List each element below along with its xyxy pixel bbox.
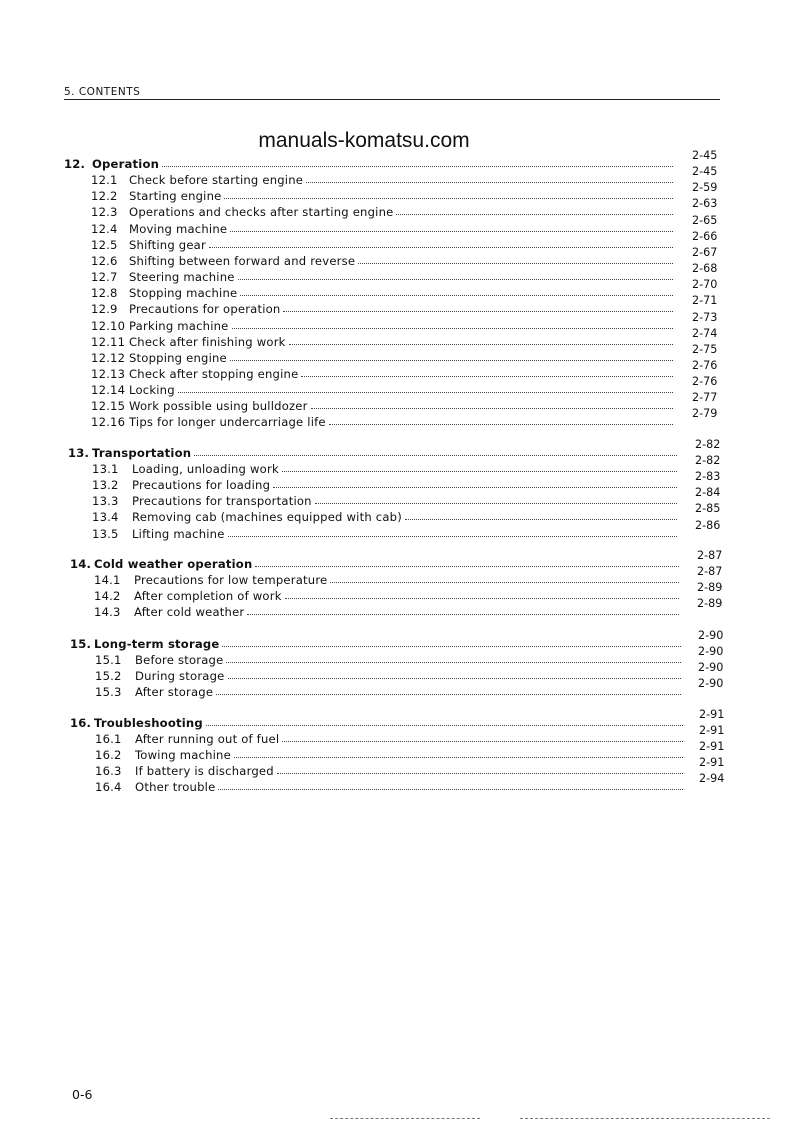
toc-entry-title: Check after stopping engine — [129, 366, 299, 381]
toc-entry-page: 2-71 — [692, 294, 718, 308]
section-heading-title: Cold weather operation — [94, 557, 253, 571]
toc-entry-number: 13.5 — [92, 526, 119, 541]
toc-entry-number: 16.3 — [95, 764, 122, 779]
toc-entry-number: 12.14 — [91, 383, 126, 398]
toc-entry-page: 2-89 — [697, 581, 723, 595]
toc-entry-number: 12.15 — [91, 399, 126, 414]
dot-leader — [232, 328, 674, 329]
toc-entry-page: 2-68 — [692, 262, 718, 276]
toc-entry — [92, 460, 680, 476]
toc-entry-number: 13.4 — [92, 510, 119, 525]
dot-leader — [222, 646, 681, 647]
toc-entry-page: 2-84 — [695, 486, 721, 500]
section-heading-title: Operation — [92, 157, 160, 171]
dot-leader — [194, 455, 677, 456]
toc-entry-page: 2-79 — [692, 407, 718, 421]
toc-entry — [91, 203, 676, 219]
dot-leader — [277, 773, 683, 774]
dot-leader — [358, 263, 673, 264]
dot-leader — [228, 678, 682, 679]
toc-entry — [91, 252, 676, 268]
toc-entry — [94, 603, 682, 619]
dot-leader — [273, 487, 677, 488]
section-heading-number: 12. — [64, 157, 86, 171]
section-heading-number: 13. — [68, 446, 90, 460]
toc-entry-title: Other trouble — [135, 780, 216, 795]
toc-entry-page: 2-63 — [692, 197, 718, 211]
toc-entry-page: 2-45 — [692, 165, 718, 179]
toc-entry — [92, 525, 680, 541]
toc-entry-number: 13.1 — [92, 462, 119, 477]
toc-entry-title: Check before starting engine — [129, 173, 304, 188]
section-heading — [70, 714, 686, 730]
toc-entry-number: 16.1 — [95, 732, 122, 747]
toc-entry-title: After running out of fuel — [135, 732, 280, 747]
toc-entry-number: 14.1 — [94, 573, 121, 588]
toc-entry-page: 2-66 — [692, 229, 718, 243]
toc-entry-page: 2-74 — [692, 326, 718, 340]
dot-leader — [234, 757, 683, 758]
toc-entry-title: Precautions for transportation — [132, 494, 312, 509]
section-heading-page: 2-91 — [699, 708, 725, 721]
toc-entry — [95, 651, 684, 667]
dot-leader — [255, 566, 679, 567]
toc-entry-number: 15.3 — [95, 685, 122, 699]
toc-entry-title: Loading, unloading work — [132, 462, 279, 477]
toc-entry-page: 2-91 — [699, 756, 725, 770]
section-heading — [70, 635, 684, 651]
toc-entry — [91, 317, 676, 333]
toc-entry — [91, 171, 676, 187]
toc-entry-number: 12.8 — [91, 286, 118, 301]
scan-artifact-line — [330, 1118, 480, 1121]
section-heading-number: 15. — [70, 637, 92, 651]
toc-entry-number: 12.7 — [91, 270, 118, 285]
toc-entry — [92, 492, 680, 508]
toc-entry-number: 12.13 — [91, 366, 126, 381]
section-heading-page: 2-82 — [695, 438, 721, 451]
toc-entry-number: 16.2 — [95, 748, 122, 763]
toc-entry-page: 2-91 — [699, 740, 725, 754]
section-heading-page: 2-45 — [692, 149, 718, 162]
toc-entry-title: Before storage — [135, 653, 224, 667]
toc-entry-number: 16.4 — [95, 780, 122, 795]
dot-leader — [306, 182, 673, 183]
dot-leader — [396, 214, 673, 215]
dot-leader — [405, 519, 677, 520]
toc-entry — [92, 508, 680, 524]
toc-entry-number: 15.1 — [95, 653, 122, 667]
toc-entry-page: 2-67 — [692, 245, 718, 259]
toc-entry-page: 2-89 — [697, 597, 723, 611]
toc-entry-title: After completion of work — [134, 589, 282, 604]
toc-entry-title: After cold weather — [134, 605, 245, 620]
toc-entry-title: Precautions for loading — [132, 478, 271, 493]
section-heading-page: 2-90 — [698, 629, 724, 642]
dot-leader — [247, 614, 679, 615]
toc-entry — [95, 746, 686, 762]
toc-entry-title: Parking machine — [129, 318, 229, 333]
toc-entry-page: 2-86 — [695, 518, 721, 532]
section-heading-title: Troubleshooting — [94, 716, 203, 730]
toc-entry-number: 13.2 — [92, 478, 119, 493]
dot-leader — [228, 536, 677, 537]
toc-entry — [91, 365, 676, 381]
section-heading-title: Long-term storage — [94, 637, 220, 651]
toc-entry-number: 14.2 — [94, 589, 121, 604]
toc-entry — [91, 381, 676, 397]
toc-entry — [95, 683, 684, 699]
toc-entry-title: Check after finishing work — [129, 334, 286, 349]
dot-leader — [329, 424, 673, 425]
toc-entry-page: 2-75 — [692, 342, 718, 356]
section-heading-number: 16. — [70, 716, 92, 730]
dot-leader — [301, 376, 673, 377]
toc-entry-title: Shifting between forward and reverse — [129, 253, 356, 268]
toc-entry — [95, 778, 686, 794]
dot-leader — [216, 694, 681, 695]
toc-entry-page: 2-94 — [699, 772, 725, 786]
toc-entry-title: Work possible using bulldozer — [129, 399, 308, 414]
toc-entry — [91, 236, 676, 252]
section-heading — [68, 444, 680, 460]
toc-entry — [95, 762, 686, 778]
scan-artifact-line — [520, 1118, 770, 1121]
toc-entry — [91, 413, 676, 429]
toc-entry-page: 2-70 — [692, 278, 718, 292]
dot-leader — [209, 247, 673, 248]
section-heading-page: 2-87 — [697, 549, 723, 562]
toc-entry-number: 14.3 — [94, 605, 121, 620]
dot-leader — [162, 166, 673, 167]
toc-entry-number: 12.4 — [91, 221, 118, 236]
toc-entry — [91, 268, 676, 284]
dot-leader — [315, 503, 677, 504]
dot-leader — [230, 360, 673, 361]
toc-entry-number: 12.16 — [91, 415, 126, 430]
dot-leader — [224, 198, 673, 199]
toc-entry-number: 12.9 — [91, 302, 118, 317]
toc-entry-page: 2-90 — [698, 661, 724, 674]
toc-entry-title: Shifting gear — [129, 237, 206, 252]
toc-entry — [95, 730, 686, 746]
toc-entry — [95, 667, 684, 683]
toc-entry-page: 2-90 — [698, 677, 724, 690]
dot-leader — [240, 295, 673, 296]
toc-entry-number: 12.5 — [91, 237, 118, 252]
toc-entry-title: Tips for longer undercarriage life — [129, 415, 326, 430]
dot-leader — [289, 344, 673, 345]
dot-leader — [226, 662, 681, 663]
toc-entry-number: 15.2 — [95, 669, 122, 683]
toc-entry-page: 2-73 — [692, 310, 718, 324]
toc-entry-number: 13.3 — [92, 494, 119, 509]
toc-entry-title: Towing machine — [135, 748, 231, 763]
toc-entry-title: Locking — [129, 383, 175, 398]
toc-entry — [94, 587, 682, 603]
toc-entry-title: Starting engine — [129, 189, 222, 204]
toc-entry-page: 2-83 — [695, 470, 721, 484]
dot-leader — [282, 741, 683, 742]
toc-entry — [91, 397, 676, 413]
toc-entry-page: 2-90 — [698, 645, 724, 658]
toc-entry-number: 12.6 — [91, 253, 118, 268]
page-number: 0-6 — [72, 1087, 93, 1102]
dot-leader — [206, 725, 683, 726]
dot-leader — [283, 311, 673, 312]
toc-entry-page: 2-87 — [697, 565, 723, 579]
toc-entry-page: 2-76 — [692, 375, 718, 389]
toc-entry — [91, 333, 676, 349]
toc-entry-page: 2-65 — [692, 213, 718, 227]
toc-entry-title: Operations and checks after starting engine — [129, 205, 394, 220]
section-heading — [70, 555, 682, 571]
toc-entry-title: Removing cab (machines equipped with cab) — [132, 510, 402, 525]
dot-leader — [178, 392, 673, 393]
dot-leader — [230, 231, 673, 232]
toc-entry — [91, 300, 676, 316]
section-heading — [64, 155, 676, 171]
dot-leader — [282, 471, 677, 472]
toc-entry-number: 12.11 — [91, 334, 126, 349]
toc-entry-page: 2-85 — [695, 502, 721, 516]
toc-entry-page: 2-77 — [692, 391, 718, 405]
toc-entry-title: Stopping machine — [129, 286, 238, 301]
toc-entry-number: 12.1 — [91, 173, 118, 188]
toc-entry — [91, 220, 676, 236]
dot-leader — [311, 408, 673, 409]
watermark: manuals-komatsu.com — [258, 129, 470, 152]
section-heading-title: Transportation — [92, 446, 192, 460]
toc-entry-page: 2-76 — [692, 358, 718, 372]
toc-entry-number: 12.3 — [91, 205, 118, 220]
toc-entry-number: 12.12 — [91, 350, 126, 365]
dot-leader — [285, 598, 679, 599]
toc-entry-page: 2-91 — [699, 724, 725, 738]
toc-entry-page: 2-59 — [692, 181, 718, 195]
toc-entry-title: If battery is discharged — [135, 764, 274, 779]
toc-entry — [94, 571, 682, 587]
section-heading-number: 14. — [70, 557, 92, 571]
toc-entry-title: Precautions for low temperature — [134, 573, 328, 588]
toc-entry-title: Steering machine — [129, 270, 235, 285]
toc-entry-title: Lifting machine — [132, 526, 225, 541]
toc-entry-title: Moving machine — [129, 221, 228, 236]
toc-entry-title: During storage — [135, 669, 225, 683]
toc-entry-number: 12.2 — [91, 189, 118, 204]
toc-entry-title: Precautions for operation — [129, 302, 281, 317]
dot-leader — [218, 789, 683, 790]
toc-entry-page: 2-82 — [695, 454, 721, 468]
toc-entry-number: 12.10 — [91, 318, 126, 333]
toc-entry — [91, 349, 676, 365]
header-title: 5. CONTENTS — [64, 86, 141, 98]
toc-entry — [91, 187, 676, 203]
dot-leader — [238, 279, 673, 280]
toc-entry-title: After storage — [135, 685, 214, 699]
toc-entry — [91, 284, 676, 300]
dot-leader — [330, 582, 679, 583]
toc-entry-title: Stopping engine — [129, 350, 227, 365]
toc-entry — [92, 476, 680, 492]
